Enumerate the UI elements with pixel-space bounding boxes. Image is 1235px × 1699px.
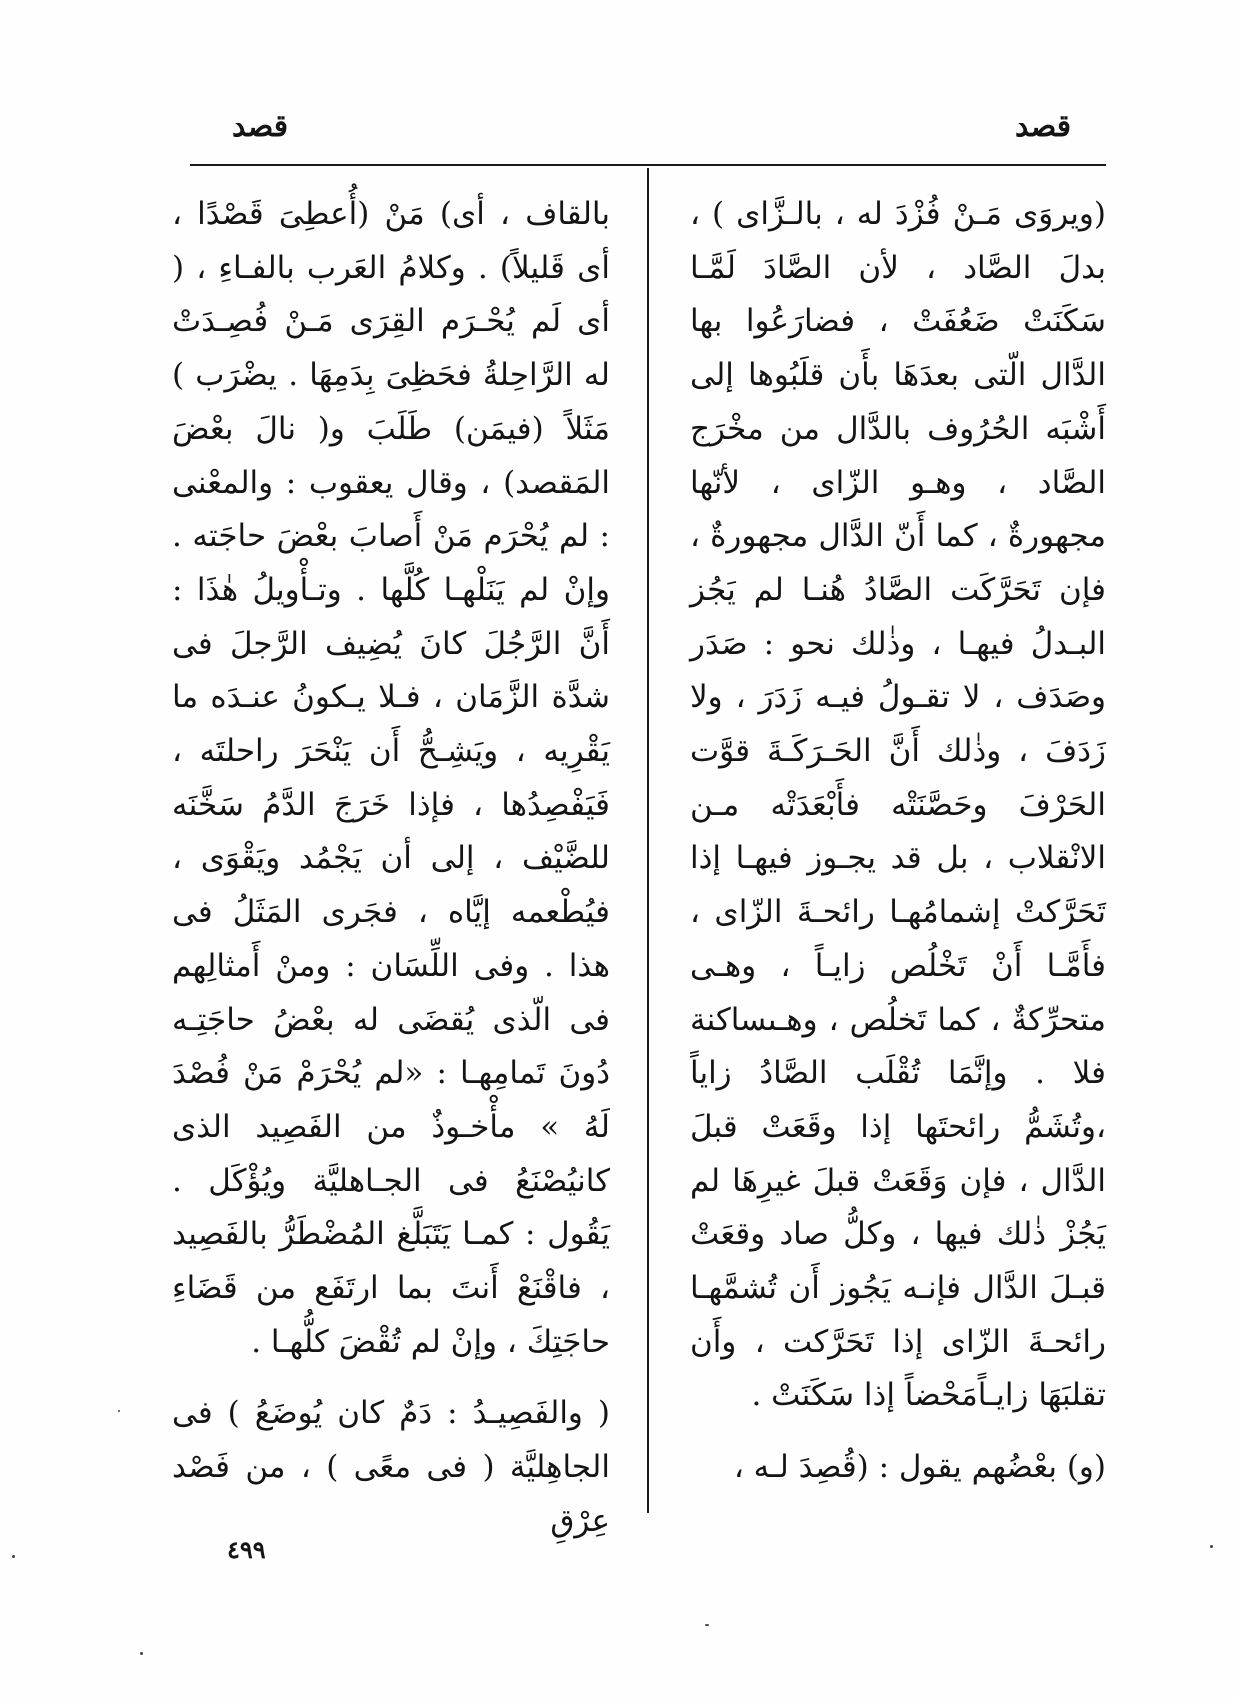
scan-speck [12,1555,15,1558]
running-header-right: قصد [1015,109,1072,144]
running-header-left: قصد [232,109,289,144]
page-number: ٤٩٩ [227,1535,266,1564]
left-column-paragraph-2: ( والفَصِيـدُ : دَمٌ كان يُوضَعُ ) فى الجاهِليَّة ( فى معًى ) ، من فَصْد عِرْقِ [172,1395,610,1539]
scan-speck [705,1624,709,1626]
right-column [690,188,1106,1495]
header-rule [190,164,1106,166]
scan-speck [118,1410,120,1412]
right-column-paragraph-1: (ويروَى مَـنْ فُزْدَ له ، بالـزَّاى ) ، بدلَ الصَّاد ، لأن الصَّادَ لَمَّـا سَكَنَتْ ضَعُفَتْ ، فضارَعُوا بها الدَّال الّتى بعدَهَا بأَن قلَبُوها إلى أَشْبَه الحُرُوف بالدَّال من مخْرَج الصَّاد ، وهـو الزّاى ، لأنّها مجهورةٌ ، كما أَنّ الدَّال مجهورةٌ ، فإن تَحَرَّكَت الصَّادُ هُنـا لم يَجُز البـدلُ فيهـا ، وذٰلك نحو : صَدَر وصَدَف ، لا تقـولُ فيـه زَدَرَ ، ولا زَدَفَ ، وذٰلك أَنَّ الحَـرَكَـةَ قوَّت الحَرْفَ وحَصَّنَتْه فأَبْعَدَتْه مـن الانْقلاب ، بل قد يجـوز فيهـا إذا تَحَرَّكتْ إشمامُهـا رائحـةَ الزّاى ، فأَمَّـا أَنْ تَخْلُص زايـاً ، وهـى متحرِّكةٌ ، كما تَخلُص ، وهـىساكنة فلا . وإنَّمَا تُقْلَب الصَّادُ زاياً ،وتُشَمُّ رائحتَها إذا وقَعَتْ قبلَ الدَّال ، فإن وَقَعَتْ قبلَ غيرِهَا لم يَجُزْ ذٰلك فيها ، وكلُّ صاد وقعَتْ قبـلَ الدَّال فإنـه يَجُوز أَن تُشمَّهـا رائحـةَ الزّاى إذا تَحَرَّكت ، وأَن تقلبَهَا زايـاًمَحْضاً إذا سَكَنَتْ . [690,196,1106,1414]
left-column [172,188,610,1549]
column-divider [647,168,649,1513]
scan-speck [1210,1545,1213,1548]
right-column-paragraph-2: (و) بعْضُهم يقول : (قُصِدَ لـه ، [733,1449,1106,1486]
scan-speck [140,1652,143,1655]
left-column-paragraph-1: بالقاف ، أى) مَنْ (أُعطِىَ قَصْدًا ، أى قَليلاً) . وكلامُ العَرب بالفـاءِ ، ( أى لَم يُحْـرَم القِرَى مَـنْ فُصِـدَتْ له الرَّاحِلةُ فحَظِىَ بِدَمِهَا . يضْرَب ) مَثَلاً (فيمَن) طَلَبَ و( نالَ بعْضَ المَقصد) ، وقال يعقوب : والمعْنى : لم يُحْرَم مَنْ أَصابَ بعْضَ حاجَته . وإنْ لم يَنَلْهـا كُلَّها . وتـأْويلُ هٰذَا : أَنَّ الرَّجُلَ كانَ يُضِيف الرَّجلَ فى شدَّة الزَّمَان ، فـلا يـكونُ عنـدَه ما يَقْرِيه ، ويَشِـحُّ أَن يَنْحَرَ راحلتَه ، فَيَفْصِدُها ، فإذا خَرَجَ الدَّمُ سَخَّنَه للضَّيْف ، إلى أن يَجْمُد ويَقْوَى ، فيُطْعمه إيَّاه ، فجَرى المَثَلُ فى هذا . وفى اللِّسَان : ومنْ أَمثالِهم فى الّذى يُقضَى له بعْضُ حاجَتِـه دُونَ تَمامِهـا : «لم يُحْرَمْ مَنْ فُصْدَ لَهُ » مأْخـوذٌ من الفَصِيد الذى كانيُصْنَعُ فى الجـاهليَّة ويُؤْكَل . يَقُول : كمـا يَتَبَلَّغ المُضْطَرُّ بالفَصِيد ، فاقْنَعْ أَنتَ بما ارتَفَع من قَضَاءِ حاجَتِكَ ، وإنْ لم تُقْضَ كلُّهـا . [172,196,610,1360]
